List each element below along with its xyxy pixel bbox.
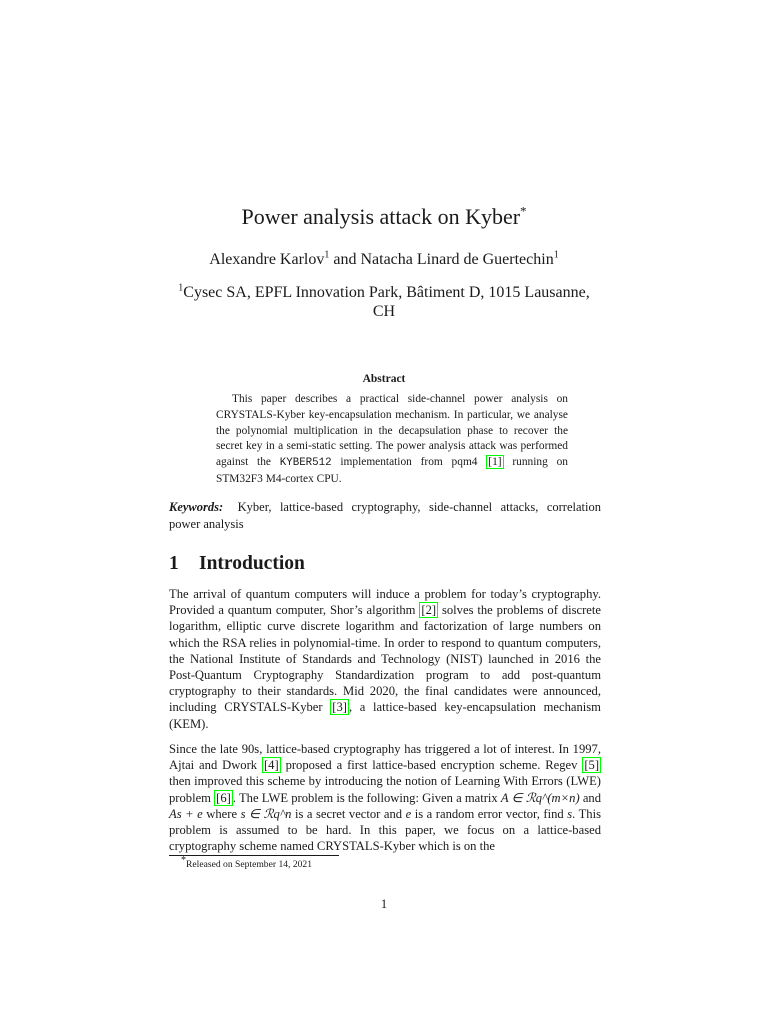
- citation-link[interactable]: [3]: [332, 700, 347, 715]
- paragraph-text: is a random error vector, find: [414, 806, 564, 821]
- citation-link[interactable]: [2]: [421, 603, 437, 618]
- paper-title: [0, 204, 768, 230]
- math-expression: As + e: [169, 806, 203, 821]
- abstract-text: running on STM32F3 M4-cortex CPU.: [216, 456, 568, 485]
- abstract-heading: Abstract: [362, 373, 406, 385]
- abstract-text: This paper describes a practical side-channel power analysis on CRYSTALS-Kyber key-encapsulation mechanism. In particular, we analyse the polynomial multiplication in the decapsulation phase to recover the secret key in a semi-static setting. The power analysis attack was performed against the: [216, 393, 568, 469]
- intro-paragraph: [169, 586, 601, 732]
- title-footnote-mark: *: [520, 203, 527, 219]
- math-expression: s: [567, 806, 573, 821]
- section-heading: [169, 553, 601, 575]
- paragraph-text: then improved this scheme by introducing the notion of Learning With Errors (LWE) problem: [169, 774, 601, 805]
- paragraph-text: , a lattice-based key-encapsulation mechanism (KEM).: [169, 700, 601, 731]
- math-expression: A ∈ ℛq^(m×n): [500, 790, 580, 805]
- footnote-mark: *: [181, 854, 186, 866]
- footnote-text: Released on September 14, 2021: [186, 859, 313, 870]
- math-expression: s ∈ ℛq^n: [240, 806, 292, 821]
- keywords-text: Kyber, lattice-based cryptography, side-channel attacks, correlation power analysis: [169, 500, 601, 531]
- keywords-label: Keywords:: [169, 500, 224, 514]
- author-list: [0, 251, 768, 269]
- math-expression: e: [405, 806, 412, 821]
- author-name: Alexandre Karlov: [209, 251, 325, 268]
- keywords: [169, 499, 601, 533]
- page-number: 1: [380, 897, 388, 911]
- affiliation-text: Cysec SA, EPFL Innovation Park, Bâtiment D, 1015 Lausanne, CH: [183, 284, 590, 320]
- paragraph-text: and: [582, 790, 602, 805]
- code-name: KYBER512: [279, 457, 332, 470]
- paragraph-text: . This problem is assumed to be hard. In this paper, we focus on a lattice-based cryptography scheme named CRYSTALS-Kyber which is on the: [169, 806, 601, 854]
- author-name: Natacha Linard de Guertechin: [360, 251, 554, 268]
- citation-link[interactable]: [6]: [216, 790, 231, 805]
- affiliation-mark: 1: [324, 249, 330, 261]
- paragraph-text: is a secret vector and: [294, 806, 403, 821]
- intro-paragraph: [169, 741, 601, 854]
- affiliation: [168, 283, 600, 321]
- section-number: 1: [169, 553, 179, 574]
- paragraph-text: The arrival of quantum computers will induce a problem for today’s cryptography. Provided a quantum computer, Shor’s algorithm: [169, 587, 601, 618]
- abstract-body: [216, 392, 568, 488]
- paragraph-text: solves the problems of discrete logarithm, elliptic curve discrete logarithm and factorization of large numbers on which the RSA relies in polynomial-time. In order to respond to quantum computers, the National Institute of Standards and Technology (NIST) launched in 2016 the Post-Quantum Cryptography Standardization program to add post-quantum cryptography to their standards. Mid 2020, the final candidates were announced, including CRYSTALS-Kyber: [169, 603, 601, 715]
- section-title: Introduction: [199, 553, 305, 574]
- title-text: Power analysis attack on Kyber: [241, 204, 521, 229]
- paragraph-text: Since the late 90s, lattice-based cryptography has triggered a lot of interest. In 1997, Ajtai and Dwork: [169, 742, 601, 773]
- citation-link[interactable]: [5]: [584, 758, 600, 773]
- affiliation-mark: 1: [178, 282, 184, 294]
- affiliation-mark: 1: [553, 249, 559, 261]
- paragraph-text: where: [206, 806, 238, 821]
- citation-link[interactable]: [4]: [263, 758, 279, 773]
- footnote-rule: [169, 855, 339, 856]
- paragraph-text: proposed a first lattice-based encryption scheme. Regev: [285, 758, 578, 773]
- abstract-text: implementation from pqm4: [340, 456, 478, 469]
- paragraph-text: . The LWE problem is the following: Given a matrix: [232, 790, 498, 805]
- citation-link[interactable]: [1]: [488, 456, 502, 469]
- footnote: [181, 854, 313, 870]
- author-conjunction: and: [333, 251, 357, 268]
